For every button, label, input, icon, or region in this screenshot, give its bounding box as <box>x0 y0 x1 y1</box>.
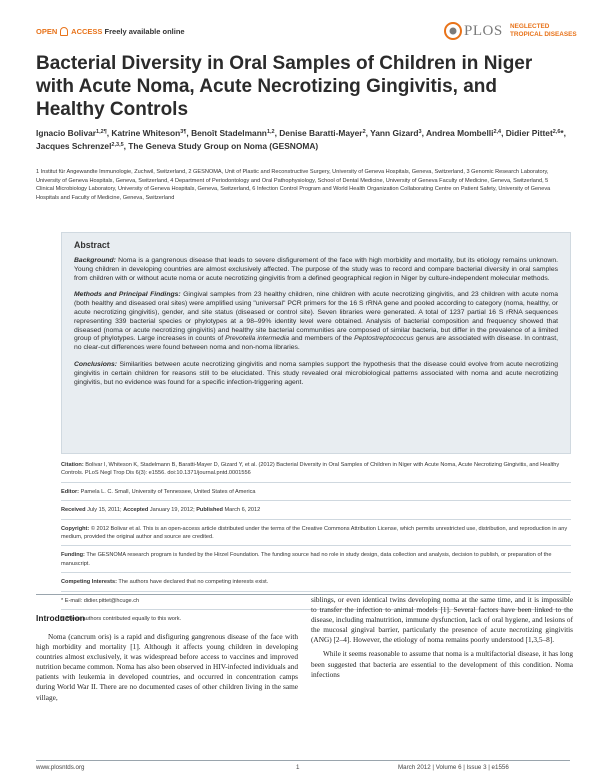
copyright-text: © 2012 Bolivar et al. This is an open-access article distributed under the terms of the Creative Commons Attribution License, which permits unrestricted use, distribution, and reproduction in any medium, provided the original author and source are credited. <box>61 525 568 541</box>
divider <box>61 591 571 592</box>
body-paragraph: Noma (cancrum oris) is a rapid and disfiguring gangrenous disease of the face with high morbidity and mortality [1]. Although it affects young children in developing countries almost exclusively, it was widespread before access to vaccines and improved nutrition became common. Noma has also been observed in HIV-infected individuals and patients with leukemia in developed countries, and occurred in concentration camps during World War II. There are no documented cases of other children living in the same village, <box>36 632 298 702</box>
author-name: , Didier Pittet <box>501 128 553 138</box>
background-text: Noma is a gangrenous disease that leads to severe disfigurement of the face with high morbidity and mortality, but its etiology remains unknown. Young children in developing countries are almost exclusively affected. The purpose of the study was to record and compare bacterial diversity in oral samples from children with or without acute noma or acute necrotizing gingivitis from a defined geographical region in Niger by culture-independent molecular methods. <box>74 257 558 282</box>
divider <box>61 545 571 546</box>
body-column-right <box>311 595 573 680</box>
author-name: , Benoît Stadelmann <box>186 128 267 138</box>
dates <box>61 506 571 514</box>
funding-text: The GESNOMA research program is funded by the Hirzel Foundation. The funding source had no role in study design, data collection and analysis, decision to publish, or preparation of the manuscript. <box>61 552 552 567</box>
corresponding-email[interactable]: * E-mail: didier.pittet@hcuge.ch <box>61 597 140 604</box>
author-affiliation-marker: 2 <box>362 129 366 135</box>
background-label: Background: <box>74 257 116 264</box>
issue-info: March 2012 | Volume 6 | Issue 3 | e1556 <box>398 764 509 771</box>
author-affiliation-marker: 3¶ <box>180 129 187 135</box>
divider <box>61 572 571 573</box>
article-title: Bacterial Diversity in Oral Samples of Children in Niger with Acute Noma, Acute Necrotizing Gingivitis, and Healthy Controls <box>36 53 533 120</box>
divider <box>61 482 571 483</box>
editor-label: Editor: <box>61 488 80 495</box>
author-affiliation-marker: 3 <box>418 129 422 135</box>
journal-logo <box>444 18 577 44</box>
competing-label: Competing Interests: <box>61 579 117 586</box>
open-label: OPEN <box>36 27 58 36</box>
editor <box>61 488 571 496</box>
copyright <box>61 525 571 542</box>
affiliations: 1 Institut für Angewandte Immunologie, Zuchwil, Switzerland, 2 GESNOMA, Unit of Plastic and Reconstructive Surgery, University of Geneva Hospitals, Geneva, Switzerland, 3 Genomic Research Laboratory, University of Geneva Hospitals, Geneva, Switzerland, 4 Department of Periodontology and Oral Pathophysiology, School of Dental Medicine, University of Geneva Faculty of Medicine, Geneva, Switzerland, 5 Clinical Microbiology Laboratory, University of Geneva Hospitals, Geneva, Switzerland, 6 Infection Control Program and World Health Organization Collaborating Centre on Patient Safety, University of Geneva Hospitals and Faculty of Medicine, Geneva, Switzerland <box>36 169 551 201</box>
abstract-methods <box>74 291 558 353</box>
conclusions-text: Similarities between acute necrotizing gingivitis and noma samples support the hypothesis that the disease could evolve from acute necrotizing gingivitis in certain children for reasons still to be elucidated. This study revealed oral microbiological patterns associated with noma and acute necrotizing gingivitis, but no evidence was found for a specific infection-triggering agent. <box>74 360 558 386</box>
body-column-left <box>36 632 298 703</box>
plos-logo-icon <box>444 22 462 40</box>
equal-contribution-note: ¶ These authors contributed equally to this work. <box>61 616 182 623</box>
methods-text: and members of the <box>289 335 355 343</box>
author-name: , Yann Gizard <box>365 128 419 138</box>
abstract-box <box>61 232 571 454</box>
abstract-conclusions <box>74 361 558 387</box>
competing-text: The authors have declared that no competing interests exist. <box>116 579 269 586</box>
published-label: Published <box>196 507 223 514</box>
copyright-label: Copyright: <box>61 525 90 532</box>
plos-wordmark: PLOS <box>464 23 503 39</box>
methods-text: genus are associated with disease. In contrast, no clear-cut differences were found between noma and non-noma libraries. <box>74 335 559 352</box>
footer-divider <box>36 760 570 761</box>
author-name: , Katrine Whiteson <box>106 128 181 138</box>
methods-text: Gingival samples from 23 healthy children, nine children with acute necrotizing gingivitis, and 23 children with acute noma (both healthy and diseased oral sites) were amplified using "universal" PCR primers for the 16 S rRNA gene and pooled according to category (noma, healthy, or acute necrotizing gingivitis), gender, and site status (diseased or control site). Seven libraries were generated. A total of 1237 partial 16 S rRNA sequences representing 339 bacterial species or phylotypes at a 98–99% identity level were obtained. Analysis of bacterial composition and frequency showed that diseased (noma or acute necrotizing gingivitis) and healthy site bacterial communities are composed of similar bacteria, but differ in the prevalence of a limited group of phylotypes. Large increases in counts of <box>74 291 558 343</box>
page-number: 1 <box>296 764 300 771</box>
conclusions-label: Conclusions: <box>74 360 118 368</box>
divider <box>61 500 571 501</box>
methods-genus: Peptostreptococcus <box>354 335 414 343</box>
methods-label: Methods and Principal Findings: <box>74 291 181 299</box>
introduction-heading: Introduction <box>36 613 85 623</box>
funding <box>61 551 571 568</box>
citation-text: Bolivar I, Whiteson K, Stadelmann B, Baratti-Mayer D, Gizard Y, et al. (2012) Bacterial Diversity in Oral Samples of Children in Niger with Acute Noma, Acute Necrotizing Gingivitis, and Healthy Controls. PLoS Negl Trop Dis 6(3): e1556. doi:10.1371/journal.pntd.0001556 <box>61 462 560 477</box>
body-paragraph: While it seems reasonable to assume that noma is a multifactorial disease, it has long been suggested that bacteria are essential to the development of this condition. Noma infections <box>311 649 573 679</box>
divider <box>61 519 571 520</box>
footer-website-link[interactable]: www.plosntds.org <box>36 764 85 771</box>
journal-name-line1: NEGLECTED <box>510 23 550 30</box>
received-date: July 15, 2011; <box>85 507 124 514</box>
open-access-lock-icon <box>60 27 68 36</box>
citation <box>61 461 571 478</box>
access-label: ACCESS <box>71 27 103 36</box>
accepted-date: January 19, 2012; <box>148 507 197 514</box>
published-date: March 6, 2012 <box>222 507 261 514</box>
author-affiliation-marker: 2,4 <box>493 129 502 135</box>
competing-interests <box>61 578 571 586</box>
author-affiliation-marker: 2,6 <box>552 129 561 135</box>
journal-name-line2: TROPICAL DISEASES <box>510 31 577 38</box>
author-affiliation-marker: 1,2 <box>266 129 275 135</box>
journal-name <box>510 23 580 39</box>
citation-label: Citation: <box>61 462 84 468</box>
accepted-label: Accepted <box>123 507 149 514</box>
funding-label: Funding: <box>61 552 85 559</box>
author-name: , Andrea Mombelli <box>421 128 494 138</box>
methods-species: Prevotella intermedia <box>225 335 290 343</box>
author-affiliation-marker: 1,2¶ <box>96 129 107 135</box>
open-access-banner <box>36 27 185 36</box>
author-name: , Denise Baratti-Mayer <box>274 128 363 138</box>
abstract-background <box>74 257 558 283</box>
author-name: *, Jacques Schrenzel <box>36 128 566 151</box>
editor-text: Pamela L. C. Small, University of Tennessee, United States of America <box>79 488 256 495</box>
freely-available-label: Freely available online <box>104 27 185 36</box>
author-name: , The Geneva Study Group on Noma (GESNOMA) <box>123 141 319 151</box>
body-paragraph: siblings, or even identical twins developing noma at the same time, and it is impossible to transfer the infection to animal models [1]. Several factors have been linked to the disease, including malnutrition, immune dysfunction, lack of oral hygiene, and lesions of the mucosal gingival barrier, particularly the presence of acute necrotizing gingivitis (ANG) [2–4]. However, the etiology of noma remains poorly understood [1,3,5–8]. <box>311 595 573 645</box>
abstract-heading: Abstract <box>74 240 110 250</box>
author-list <box>36 126 566 152</box>
author-affiliation-marker: 2,3,5 <box>111 142 124 148</box>
received-label: Received <box>61 507 86 514</box>
author-name: Ignacio Bolivar <box>36 128 97 138</box>
